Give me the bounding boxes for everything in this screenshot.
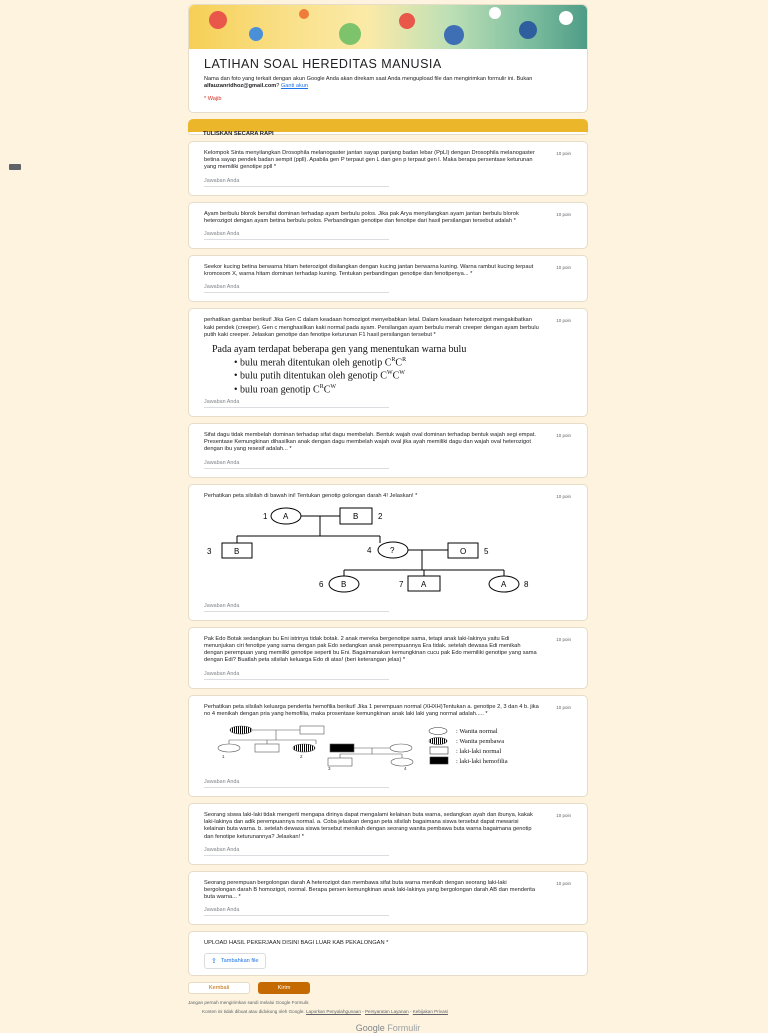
header-banner	[189, 5, 587, 49]
answer-input[interactable]: Jawaban Anda	[204, 399, 389, 408]
pedigree-normal-male	[300, 726, 324, 734]
allele-sup: R	[391, 357, 396, 364]
node-number: 7	[399, 579, 404, 589]
figure-bullet: • bulu roan genotip $C^RC^W$	[234, 383, 337, 396]
bullet-text: bulu merah ditentukan oleh genotip C	[240, 357, 392, 369]
node-label: A	[421, 579, 427, 589]
desc-text-1: Nama dan foto yang terkait dengan akun Google Anda akan direkam saat Anda mengupload file dan mengirimkan formulir ini. Bukan	[204, 76, 533, 82]
password-warning: Jangan pernah mengirimkan sandi melalui Google Formulir.	[188, 999, 310, 1005]
node-number: 4	[367, 545, 372, 555]
blood-type-pedigree	[204, 506, 544, 594]
add-file-button[interactable]	[204, 953, 266, 969]
form-container	[188, 4, 588, 1033]
allele-sup: W	[330, 383, 337, 390]
answer-input[interactable]: Jawaban Anda	[204, 603, 389, 612]
legend-normal-female	[429, 728, 447, 735]
figure-bullet: • bulu merah ditentukan oleh genotip $C^RC^R$	[234, 357, 407, 369]
section-title: TULISKAN SECARA RAPI	[203, 131, 274, 137]
node-number: 1	[263, 511, 268, 521]
legend-label: : Wanita pembawa	[456, 738, 505, 746]
disclaimer-text: Konten ini tidak dibuat atau didukung oleh Google.	[202, 1008, 305, 1014]
bullet-text: bulu roan genotip C	[240, 384, 320, 396]
legend-label: : laki-laki normal	[456, 748, 502, 756]
answer-input[interactable]: Jawaban Anda	[204, 847, 389, 856]
required-note: * Wajib	[204, 96, 222, 102]
question-points: 10 poin	[556, 813, 571, 819]
question-text: Seorang siswa laki-laki tidak mengerti mengapa dirinya dapat mengalami kelainan buta warna, sedangkan ayah dan ibunya, kakak laki-lakinya dan adik perempuannya normal. a. Coba jelaskan dengan peta silsilah bagaimana siswa tersebut dapat mewarisi kelainan buta warna. b. setelah dewasa siswa tersebut menikah dengan seorang wanita pembawa buta warna bagaimana genotip dan fenotipe keturunannya? Jelaskan! *	[204, 812, 533, 840]
hemophilia-pedigree	[204, 724, 554, 770]
question-points: 10 poin	[556, 211, 571, 217]
answer-input[interactable]: Jawaban Anda	[204, 178, 389, 187]
question-points: 10 poin	[556, 493, 571, 499]
answer-input[interactable]: Jawaban Anda	[204, 284, 389, 293]
legend-hemophilia-male	[430, 757, 448, 764]
allele: C	[323, 384, 331, 396]
pedigree-normal-female	[218, 744, 240, 752]
pedigree-normal-female	[390, 744, 412, 752]
question-text: Seekor kucing betina berwarna hitam heterozigot disilangkan dengan kucing jantan berwarna kuning. Warna rambut kucing terpaut kromosom X, warna hitam dominan terhadap kuning. Tentukan perbandingan genotipe dan fenotipenya... *	[204, 264, 534, 278]
question-text: Pak Edo Botak sedangkan bu Eni istrinya tidak botak. 2 anak mereka bergenotipe sama, tetapi anak laki-lakinya yaitu Edi menunjukan ciri fenotipe yang sama dengan pak Edo sedangkan anak perempuannya Era tidak. setelah dewasa Edi menikah dengan perempuan yang memiliki genotipe seperti bu Eni. Bagaimanakan kemungkinan cucu pak Edo memiliki genotipe yang sama dengan Edi? Buatlah peta silsilah keluarga Edo di atas! (beri keterangan jelas) *	[204, 635, 537, 664]
node-number: 5	[484, 546, 489, 556]
brand-google: Google	[355, 1022, 385, 1033]
question-points: 10 poin	[556, 704, 571, 710]
figure-bullet: • bulu putih ditentukan oleh genotip $C^WC^W$	[234, 370, 405, 382]
question-text: perhatikan gambar berikut! Jika Gen C dalam keadaan homozigot menyebabkan letal. Dalam keadaan heterozigot mengakibatkan kaki pendek (creeper). Gen c menghasilkan kaki normal pada ayam. Persilangan ayam berbulu merah creeper dengan ayam berbulu putih kaki creeper. Jelaskan genotipe dan fenotipe keturunan F1 hasil persilangan tersebut *	[204, 317, 539, 338]
privacy-link[interactable]: Kebijakan Privasi	[412, 1008, 448, 1014]
allele-sup: R	[319, 383, 324, 390]
pedigree-number: 1	[222, 754, 225, 760]
question-card-2	[188, 202, 588, 249]
node-number: 2	[378, 511, 383, 521]
question-text: Sifat dagu tidak membelah dominan terhadap sifat dagu membelah. Bentuk wajah oval dominan terhadap bentuk wajah segi empat. Presentase Kemungkinan dihasilkan anak dengan dagu membelah wajah oval jika ayah memiliki dagu dan wajah oval heterozigot dengan ibu yang resesif adalah... *	[204, 432, 536, 453]
answer-input[interactable]: Jawaban Anda	[204, 907, 389, 916]
legend-carrier-female	[429, 738, 447, 745]
allele-sup: W	[399, 370, 405, 377]
question-points: 10 poin	[556, 636, 571, 642]
question-text: Kelompok Sinta menyilangkan Drosophila melanogaster jantan sayap panjang badan lebar (PpLl) dengan Drosophila melanogaster betina sayap pendek badan sempit (ppll). Apabila gen P terpaut gen L dan gen p terpaut gen l. Maka berapa persentase keturunan yang memiliki genotipe ppll *	[204, 150, 535, 171]
google-forms-logo[interactable]	[188, 1023, 588, 1033]
footer	[188, 1000, 588, 1015]
brand-forms: Formulir	[387, 1022, 421, 1033]
question-card-9	[188, 803, 588, 865]
question-text: Perhatikan peta silsilah keluarga penderita hemofilia berikut! Jika 1 perempuan normal (XHXH)Tentukan a. genotipe 2, 3 dan 4 b. jika no 4 menikah dengan pria yang hemofilia, maka prosentase kemungkinan anak laki laki yang normal adalah..... *	[204, 703, 539, 717]
header-card	[188, 4, 588, 49]
node-label: B	[341, 579, 347, 589]
pedigree-number: 2	[300, 754, 303, 760]
switch-account-link[interactable]: Ganti akun	[280, 83, 309, 89]
form-description	[204, 76, 572, 90]
pedigree-number: 3	[328, 766, 331, 772]
submit-button[interactable]: Kirim	[258, 982, 310, 994]
back-button[interactable]: Kembali	[188, 982, 250, 994]
question-points: 10 poin	[556, 151, 571, 156]
feedback-icon[interactable]	[9, 164, 21, 170]
pedigree-normal-male	[255, 744, 279, 752]
answer-input[interactable]: Jawaban Anda	[204, 779, 389, 788]
footer-disclaimer	[188, 1009, 588, 1015]
answer-input[interactable]: Jawaban Anda	[204, 231, 389, 240]
upload-card	[188, 931, 588, 975]
node-number: 6	[319, 579, 324, 589]
allele-sup: R	[402, 357, 407, 364]
question-card-7	[188, 627, 588, 689]
pedigree-hemophilia-male	[330, 744, 354, 752]
allele: C	[392, 370, 400, 382]
question-card-4	[188, 308, 588, 417]
legend-label: : laki-laki hemofilia	[456, 758, 508, 766]
question-points: 10 poin	[556, 433, 571, 439]
pedigree-carrier-female	[230, 726, 252, 734]
form-title: LATIHAN SOAL HEREDITAS MANUSIA	[204, 57, 442, 71]
section-header	[188, 119, 588, 137]
title-card	[188, 49, 588, 113]
bullet-text: bulu putih ditentukan oleh genotip C	[240, 370, 387, 382]
question-text: Perhatikan peta silsilah di bawah ini! Tentukan genotip golongan darah 4! Jelaskan! *	[204, 492, 418, 499]
node-label: A	[501, 579, 507, 589]
question-text: Seorang perempuan bergolongan darah A heterozigot dan membawa sifat buta warna menikah dengan seorang laki-laki bergolongan darah B homozigot, normal. Berapa persen kemungkinan anak laki-lakinya yang bergolongan darah AB dan menderita buta warna... *	[204, 879, 536, 901]
node-label: A	[283, 511, 289, 521]
question-points: 10 poin	[556, 265, 571, 271]
account-email: alfauzanridhoz@gmail.com	[204, 83, 277, 89]
pedigree-number: 4	[404, 766, 407, 772]
question-card-6	[188, 484, 588, 621]
legend-normal-male	[430, 747, 448, 754]
pedigree-carrier-female	[293, 744, 315, 752]
add-file-label: Tambahkan file	[220, 957, 259, 964]
upload-icon: ⇪	[211, 957, 217, 965]
separator: -	[360, 1008, 365, 1014]
node-label: B	[353, 511, 359, 521]
node-number: 8	[524, 579, 529, 589]
legend-label: : Wanita normal	[456, 728, 498, 736]
question-card-3	[188, 255, 588, 302]
node-label: ?	[390, 545, 395, 555]
pedigree-female	[391, 758, 413, 766]
node-number: 3	[207, 546, 212, 556]
node-label: O	[460, 546, 467, 556]
question-points: 10 poin	[556, 880, 571, 886]
separator: -	[408, 1008, 413, 1014]
answer-input[interactable]: Jawaban Anda	[204, 460, 389, 469]
terms-link[interactable]: Persyaratan Layanan	[364, 1008, 409, 1014]
figure-intro: Pada ayam terdapat beberapa gen yang menentukan warna bulu	[212, 344, 467, 356]
allele: C	[395, 357, 403, 369]
form-buttons	[188, 982, 588, 994]
node-label: B	[234, 546, 240, 556]
question-card-1	[188, 141, 588, 196]
answer-input[interactable]: Jawaban Anda	[204, 671, 389, 680]
question-card-8	[188, 695, 588, 797]
allele-sup: W	[386, 370, 393, 377]
pedigree-normal-male	[328, 758, 352, 766]
question-card-5	[188, 423, 588, 478]
upload-question-text: UPLOAD HASIL PEKERJAAN DISINI BAGI LUAR KAB PEKALONGAN *	[204, 940, 389, 947]
chicken-gene-figure	[204, 345, 572, 395]
question-text: Ayam berbulu blorok bersifat dominan terhadap ayam berbulu polos. Jika pak Arya menyilangkan ayam jantan berbulu blorok heterozigot dengan ayam betina berbulu polos. Perbandingan genotipe dan fenotipe dari hasil persilangan tersebut adalah *	[204, 210, 519, 224]
question-card-10	[188, 871, 588, 926]
report-abuse-link[interactable]: Laporkan Penyalahgunaan	[305, 1008, 361, 1014]
question-points: 10 poin	[556, 318, 571, 324]
desc-text-2: ?	[276, 83, 281, 89]
